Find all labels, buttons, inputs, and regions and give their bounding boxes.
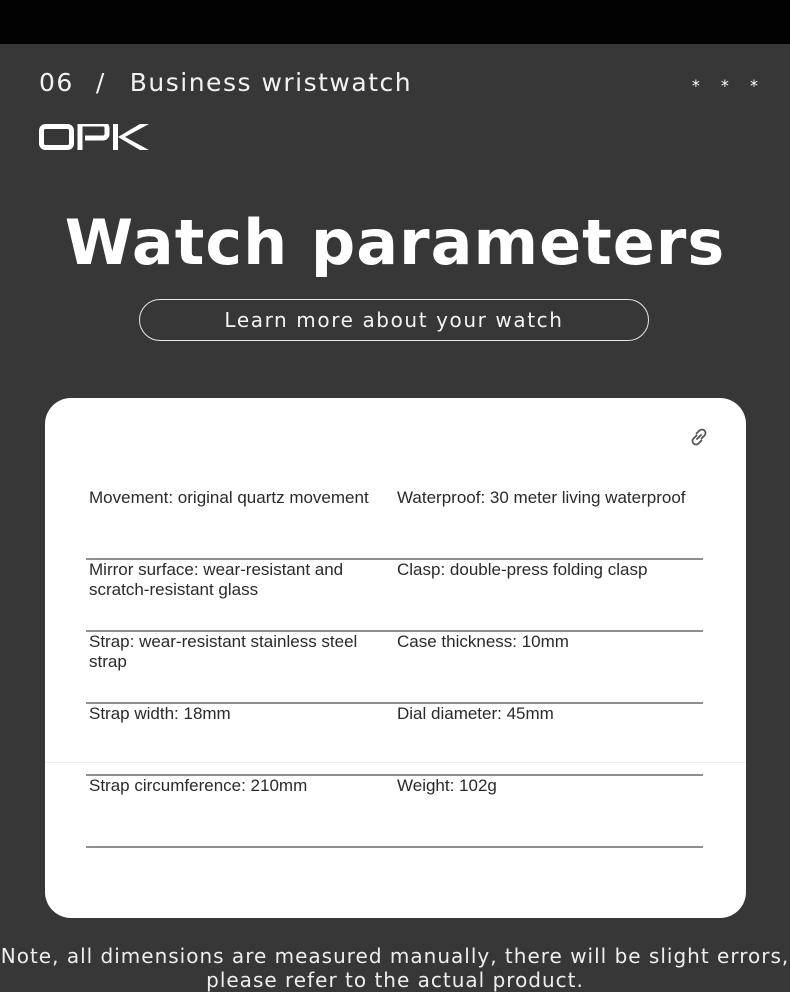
spec-dial-diameter: Dial diameter: 45mm <box>397 704 554 723</box>
top-bar <box>0 0 790 44</box>
spec-row <box>86 704 703 776</box>
page-title: Watch parameters <box>64 206 726 279</box>
specs-card <box>45 398 746 918</box>
brand-logo <box>39 124 151 150</box>
section-header <box>39 68 412 97</box>
spec-strap: Strap: wear-resistant stainless steel strap <box>89 632 358 671</box>
spec-strap-circumference: Strap circumference: 210mm <box>89 776 308 795</box>
spec-row <box>86 560 703 632</box>
spec-strap-width: Strap width: 18mm <box>89 704 231 723</box>
spec-case-thickness: Case thickness: 10mm <box>397 632 569 651</box>
spec-mirror: Mirror surface: wear-resistant and scratch-resistant glass <box>89 560 344 599</box>
spec-row <box>86 632 703 704</box>
learn-more-pill: Learn more about your watch <box>139 299 649 341</box>
section-number: 06 <box>39 68 74 97</box>
section-category: Business wristwatch <box>129 68 413 97</box>
spec-row <box>86 488 703 560</box>
spec-waterproof: Waterproof: 30 meter living waterproof <box>397 488 686 507</box>
spec-clasp: Clasp: double-press folding clasp <box>397 560 648 579</box>
measurement-note: Note, all dimensions are measured manually, there will be slight errors, please refer to the actual product. <box>0 944 790 992</box>
spec-row <box>86 776 703 848</box>
link-icon <box>686 424 712 450</box>
divider <box>45 762 746 763</box>
spec-weight: Weight: 102g <box>397 776 497 795</box>
decoration-stars: * * * <box>691 76 766 95</box>
spec-movement: Movement: original quartz movement <box>89 488 369 507</box>
section-separator: / <box>95 68 106 97</box>
